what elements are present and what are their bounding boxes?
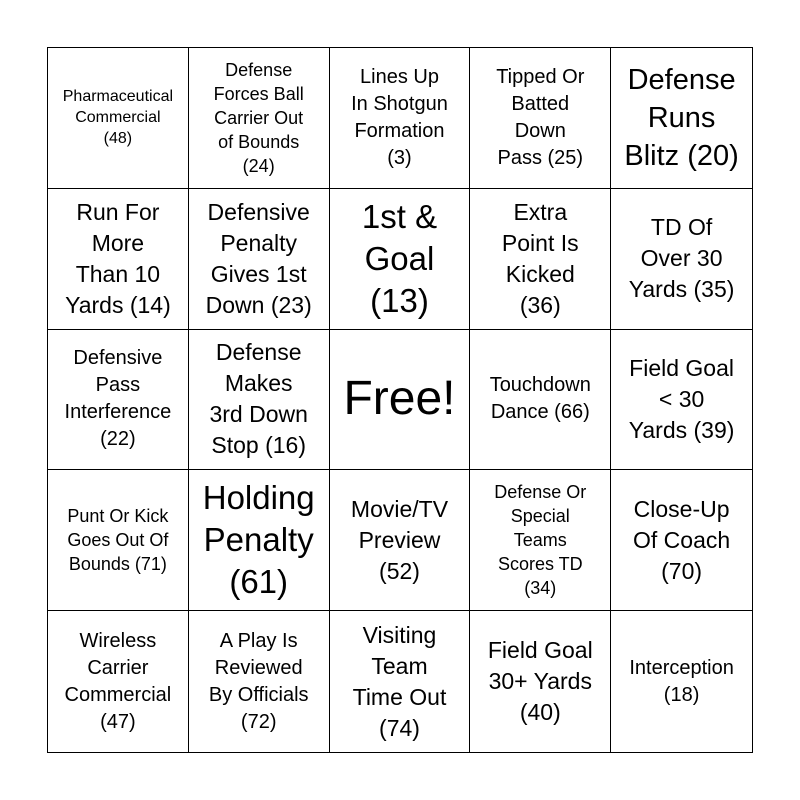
bingo-cell-r2c5[interactable] xyxy=(611,189,752,330)
bingo-cell-text: Extra Point Is Kicked (36) xyxy=(501,198,579,318)
bingo-cell-r3c2[interactable] xyxy=(189,330,330,471)
bingo-cell-text: Movie/TV Preview (52) xyxy=(350,495,449,584)
bingo-cell-text: Defense Forces Ball Carrier Out of Bounds (24) xyxy=(213,59,304,176)
bingo-cell-text: A Play Is Reviewed By Officials (72) xyxy=(208,629,309,733)
bingo-cell-r5c2[interactable] xyxy=(189,611,330,752)
bingo-cell-text: Tipped Or Batted Down Pass (25) xyxy=(496,65,585,169)
bingo-cell-r3c5[interactable] xyxy=(611,330,752,471)
bingo-cell-text: Run For More Than 10 Yards (14) xyxy=(65,198,171,318)
bingo-cell-text: Close-Up Of Coach (70) xyxy=(633,495,731,584)
bingo-board xyxy=(47,47,753,753)
bingo-cell-text: Interception (18) xyxy=(629,656,734,706)
bingo-cell-r4c3[interactable] xyxy=(330,470,471,611)
bingo-cell-text: Field Goal < 30 Yards (39) xyxy=(628,354,735,443)
bingo-cell-r2c4[interactable] xyxy=(470,189,611,330)
bingo-cell-text: 1st & Goal (13) xyxy=(361,197,438,319)
bingo-cell-r4c4[interactable] xyxy=(470,470,611,611)
bingo-cell-text: Punt Or Kick Goes Out Of Bounds (71) xyxy=(67,506,169,575)
bingo-cell-text: Touchdown Dance (66) xyxy=(489,374,591,424)
bingo-cell-r4c5[interactable] xyxy=(611,470,752,611)
bingo-cell-r1c2[interactable] xyxy=(189,48,330,189)
bingo-cell-r5c4[interactable] xyxy=(470,611,611,752)
bingo-cell-r4c1[interactable] xyxy=(48,470,189,611)
bingo-cell-r4c2[interactable] xyxy=(189,470,330,611)
bingo-cell-text: Visiting Team Time Out (74) xyxy=(352,621,447,741)
bingo-cell-text: Defense Makes 3rd Down Stop (16) xyxy=(209,339,308,459)
bingo-cell-text: Defense Runs Blitz (20) xyxy=(624,63,739,172)
free-space-label: Free! xyxy=(343,372,456,426)
bingo-cell-text: Defensive Pass Interference (22) xyxy=(64,347,172,451)
bingo-cell-r2c3[interactable] xyxy=(330,189,471,330)
bingo-cell-text: Defense Or Special Teams Scores TD (34) xyxy=(494,482,587,599)
bingo-cell-text: Field Goal 30+ Yards (40) xyxy=(487,637,593,726)
bingo-cell-r5c5[interactable] xyxy=(611,611,752,752)
bingo-cell-r2c1[interactable] xyxy=(48,189,189,330)
bingo-cell-r2c2[interactable] xyxy=(189,189,330,330)
bingo-cell-text: Lines Up In Shotgun Formation (3) xyxy=(351,65,448,169)
bingo-cell-text: Wireless Carrier Commercial (47) xyxy=(64,629,172,733)
bingo-cell-r3c4[interactable] xyxy=(470,330,611,471)
bingo-cell-r1c5[interactable] xyxy=(611,48,752,189)
bingo-cell-text: Defensive Penalty Gives 1st Down (23) xyxy=(205,198,312,318)
bingo-cell-free-space[interactable] xyxy=(330,330,471,471)
bingo-cell-r1c1[interactable] xyxy=(48,48,189,189)
bingo-cell-text: Pharmaceutical Commercial (48) xyxy=(62,88,174,148)
bingo-cell-r5c1[interactable] xyxy=(48,611,189,752)
bingo-cell-r3c1[interactable] xyxy=(48,330,189,471)
bingo-cell-r5c3[interactable] xyxy=(330,611,471,752)
bingo-cell-text: TD Of Over 30 Yards (35) xyxy=(628,214,735,303)
bingo-cell-text: Holding Penalty (61) xyxy=(202,479,315,601)
bingo-cell-r1c4[interactable] xyxy=(470,48,611,189)
bingo-cell-r1c3[interactable] xyxy=(330,48,471,189)
